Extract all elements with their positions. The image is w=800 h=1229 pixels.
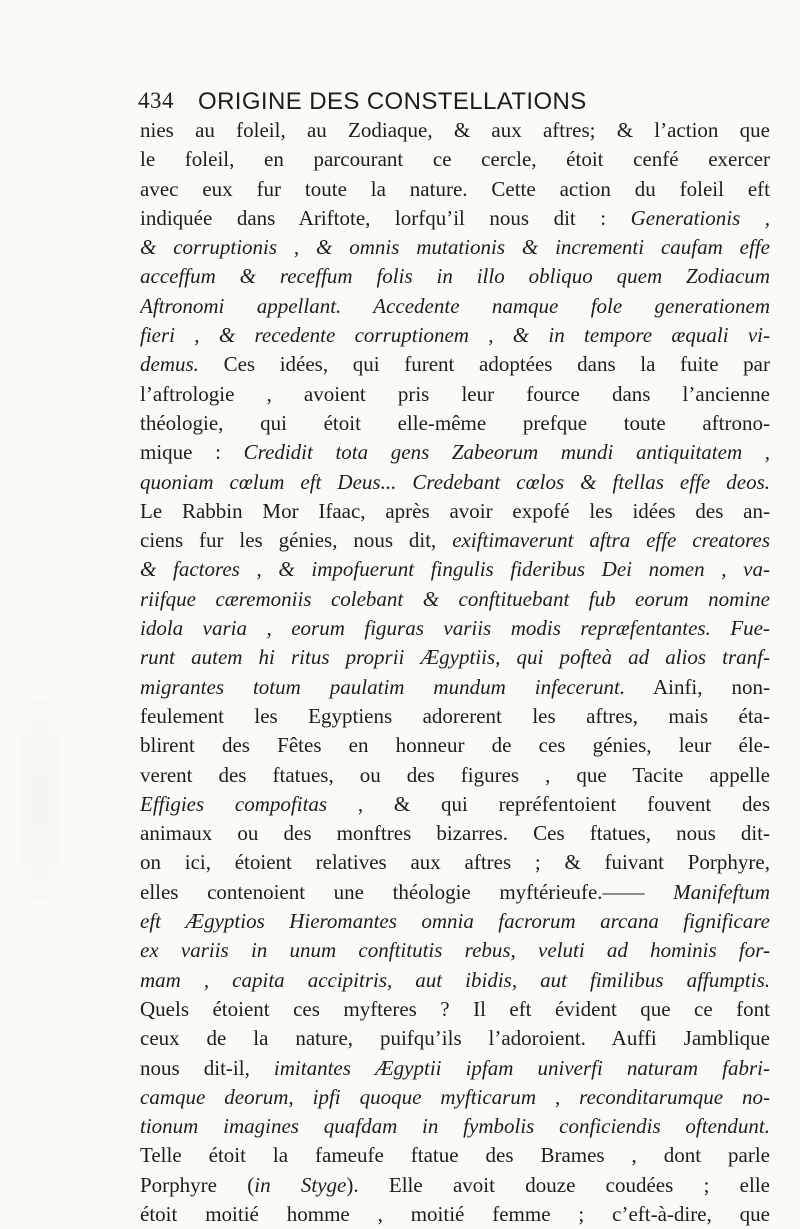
running-title: ORIGINE DES CONSTELLATIONS xyxy=(198,88,587,115)
text-line xyxy=(140,292,770,321)
latin-quote-segment: & corruptionis , & omnis mutationis & incrementi caufam effe xyxy=(140,235,770,260)
text-line xyxy=(140,204,770,233)
text-line xyxy=(140,790,770,819)
text-segment: , & qui repréfentoient fouvent des xyxy=(327,791,770,816)
text-line xyxy=(140,526,770,555)
latin-quote-segment: riifque cæremoniis colebant & conftituebant fub eorum nomine xyxy=(140,586,770,611)
latin-quote-segment: eft Ægyptios Hieromantes omnia facrorum arcana fignificare xyxy=(140,909,770,934)
text-segment: on ici, étoient relatives aux aftres ; & fuivant Porphyre, xyxy=(140,850,770,875)
text-line xyxy=(140,497,770,526)
text-line xyxy=(140,175,770,204)
latin-quote-segment: exiftimaverunt aftra effe creatores xyxy=(452,528,770,553)
text-segment: animaux ou des monftres bizarres. Ces ftatues, nous dit- xyxy=(140,821,770,846)
page-header xyxy=(104,88,744,118)
text-segment: Le Rabbin Mor Ifaac, après avoir expofé les idées des an- xyxy=(140,498,770,523)
latin-quote-segment: camque deorum, ipfi quoque myfticarum , reconditarumque no- xyxy=(140,1084,770,1109)
text-segment: nies au foleil, au Zodiaque, & aux aftres; & l’action que xyxy=(140,118,770,142)
latin-quote-segment: Aftronomi appellant. Accedente namque fole generationem xyxy=(140,293,770,318)
text-line xyxy=(140,673,770,702)
text-segment: Ainfi, non- xyxy=(625,674,770,699)
latin-quote-segment: Manifeftum xyxy=(673,879,770,904)
latin-quote-segment: & factores , & impofuerunt fingulis fideribus Dei nomen , va- xyxy=(140,557,770,582)
text-line xyxy=(140,731,770,760)
text-line xyxy=(140,233,770,262)
page-number: 434 xyxy=(138,88,174,113)
latin-quote-segment: acceffum & receffum folis in illo obliquo quem Zodiacum xyxy=(140,264,770,289)
text-line xyxy=(140,1141,770,1170)
text-line xyxy=(140,819,770,848)
text-line xyxy=(140,995,770,1024)
text-segment: Porphyre ( xyxy=(140,1172,255,1197)
text-line xyxy=(140,878,770,907)
text-segment: Ces idées, qui furent adoptées dans la fuite par xyxy=(198,352,770,377)
latin-quote-segment: migrantes totum paulatim mundum infecerunt. xyxy=(140,674,626,699)
text-line xyxy=(140,1200,770,1229)
text-segment: étoit moitié homme , moitié femme ; c’eft-à-dire, que xyxy=(140,1201,770,1226)
text-line xyxy=(140,1083,770,1112)
paper-stain xyxy=(20,700,60,900)
text-line xyxy=(140,907,770,936)
text-segment: elles contenoient une théologie myftérieufe.—— xyxy=(140,879,674,904)
text-segment: ). Elle avoit douze coudées ; elle xyxy=(346,1172,770,1197)
latin-quote-segment: Generationis , xyxy=(630,205,770,230)
text-line xyxy=(140,438,770,467)
latin-quote-segment: runt autem hi ritus proprii Ægyptiis, qui pofteà ad alios tranf- xyxy=(140,645,770,670)
text-line xyxy=(140,262,770,291)
latin-quote-segment: demus. xyxy=(140,352,199,377)
text-segment: mique : xyxy=(140,440,244,465)
text-line xyxy=(140,643,770,672)
text-line xyxy=(140,116,770,145)
latin-quote-segment: idola varia , eorum figuras variis modis repræfentantes. Fue- xyxy=(140,616,770,641)
text-line xyxy=(140,1054,770,1083)
text-segment: le foleil, en parcourant ce cercle, étoit cenfé exercer xyxy=(140,147,770,172)
text-segment: ciens fur les génies, nous dit, xyxy=(140,528,453,553)
text-segment: blirent des Fêtes en honneur de ces génies, leur éle- xyxy=(140,733,770,758)
text-line xyxy=(140,409,770,438)
latin-quote-segment: Credidit tota gens Zabeorum mundi antiquitatem , xyxy=(243,440,770,465)
text-line xyxy=(140,614,770,643)
body-text xyxy=(140,116,770,1229)
latin-quote-segment: Effigies compofitas xyxy=(140,791,328,816)
text-line xyxy=(140,702,770,731)
text-segment: verent des ftatues, ou des figures , que Tacite appelle xyxy=(140,762,770,787)
text-segment: nous dit-il, xyxy=(140,1055,274,1080)
latin-quote-segment: in Styge xyxy=(254,1172,347,1197)
text-segment: indiquée dans Ariftote, lorfqu’il nous dit : xyxy=(140,205,631,230)
text-line xyxy=(140,848,770,877)
text-line xyxy=(140,350,770,379)
text-line xyxy=(140,585,770,614)
text-line xyxy=(140,936,770,965)
text-line xyxy=(140,555,770,584)
text-line xyxy=(140,1024,770,1053)
text-segment: Telle étoit la fameufe ftatue des Brames , dont parle xyxy=(140,1143,770,1168)
text-segment: théologie, qui étoit elle-même prefque toute aftrono- xyxy=(140,410,770,435)
latin-quote-segment: imitantes Ægyptii ipfam univerfi naturam fabri- xyxy=(273,1055,770,1080)
latin-quote-segment: ex variis in unum conftitutis rebus, veluti ad hominis for- xyxy=(140,938,770,963)
latin-quote-segment: mam , capita accipitris, aut ibidis, aut fimilibus affumptis. xyxy=(140,967,770,992)
text-line xyxy=(140,468,770,497)
text-segment: l’aftrologie , avoient pris leur fource dans l’ancienne xyxy=(140,381,770,406)
text-line xyxy=(140,321,770,350)
text-line xyxy=(140,380,770,409)
text-segment: avec eux fur toute la nature. Cette action du foleil eft xyxy=(140,176,770,201)
text-segment: feulement les Egyptiens adorerent les aftres, mais éta- xyxy=(140,703,770,728)
text-segment: ceux de la nature, puifqu’ils l’adoroient. Auffi Jamblique xyxy=(140,1026,770,1051)
text-line xyxy=(140,966,770,995)
text-segment: Quels étoient ces myfteres ? Il eft évident que ce font xyxy=(140,996,770,1021)
latin-quote-segment: tionum imagines quafdam in fymbolis conficiendis oftendunt. xyxy=(140,1114,770,1139)
text-line xyxy=(140,761,770,790)
text-line xyxy=(140,1112,770,1141)
latin-quote-segment: fieri , & recedente corruptionem , & in tempore æquali vi- xyxy=(140,323,770,348)
text-line xyxy=(140,1171,770,1200)
latin-quote-segment: quoniam cœlum eft Deus... Credebant cœlos & ftellas effe deos. xyxy=(140,469,770,494)
text-line xyxy=(140,145,770,174)
